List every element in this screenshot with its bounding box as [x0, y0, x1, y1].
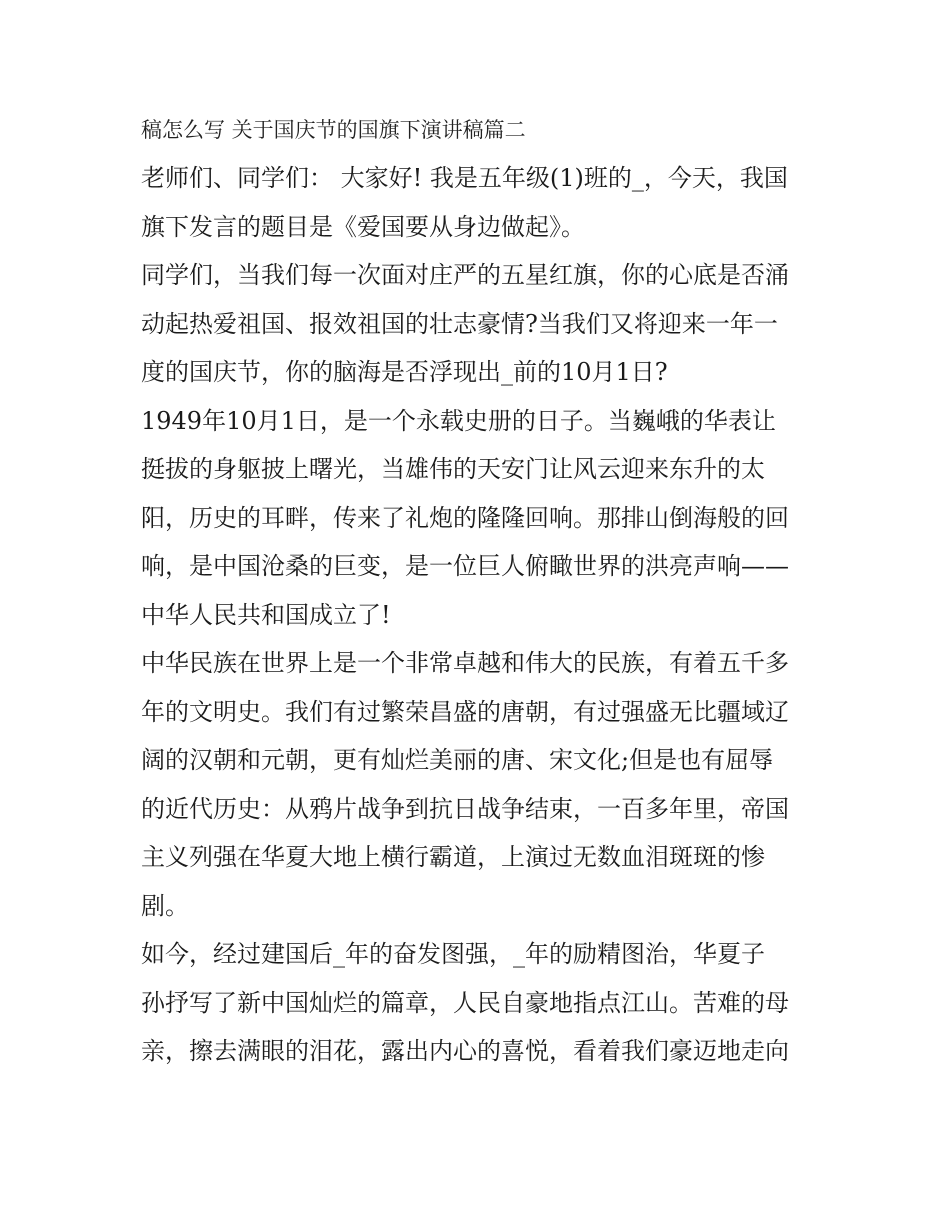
text-line: 1949年10月1日，是一个永载史册的日子。当巍峨的华表让	[141, 406, 776, 435]
paragraph-history	[141, 639, 816, 930]
text-line: 度的国庆节，你的脑海是否浮现出_前的10月1日?	[141, 358, 668, 386]
text-line: 亲，擦去满眼的泪花，露出内心的喜悦，看着我们豪迈地走向	[141, 1037, 789, 1065]
text-line: 中华人民共和国成立了!	[141, 600, 391, 629]
text-line: 同学们，当我们每一次面对庄严的五星红旗，你的心底是否涌	[141, 261, 789, 289]
paragraph-1949	[141, 397, 816, 640]
text-line: 孙抒写了新中国灿烂的篇章，人民自豪地指点江山。苦难的母	[141, 988, 789, 1017]
text-line: 年的文明史。我们有过繁荣昌盛的唐朝，有过强盛无比疆域辽	[141, 697, 789, 726]
text-line: 主义列强在华夏大地上横行霸道，上演过无数血泪斑斑的惨	[141, 843, 765, 871]
text-line: 动起热爱祖国、报效祖国的壮志豪情?当我们又将迎来一年一	[141, 309, 778, 338]
paragraph-today	[141, 930, 816, 1076]
text-line: 旗下发言的题目是《爱国要从身边做起》。	[141, 212, 585, 241]
paragraph-flag	[141, 251, 816, 397]
paragraph-greeting	[141, 154, 816, 251]
text-line: 的近代历史：从鸦片战争到抗日战争结束，一百多年里，帝国	[141, 794, 789, 823]
text-line: 老师们、同学们： 大家好! 我是五年级(1)班的_，今天，我国	[141, 164, 788, 192]
text-line: 剧。	[141, 891, 189, 920]
text-line: 阔的汉朝和元朝，更有灿烂美丽的唐、宋文化;但是也有屈辱	[141, 746, 774, 774]
text-line: 如今，经过建国后_年的奋发图强，_年的励精图治，华夏子	[141, 940, 765, 968]
text-line: 挺拔的身躯披上曙光，当雄伟的天安门让风云迎来东升的太	[141, 455, 765, 483]
text-line: 中华民族在世界上是一个非常卓越和伟大的民族，有着五千多	[141, 649, 789, 677]
text-line: 响，是中国沧桑的巨变，是一位巨人俯瞰世界的洪亮声响——	[141, 552, 789, 580]
text-line: 阳，历史的耳畔，传来了礼炮的隆隆回响。那排山倒海般的回	[141, 503, 789, 532]
document-heading: 稿怎么写 关于国庆节的国旗下演讲稿篇二	[141, 118, 526, 142]
document-body	[141, 106, 816, 1076]
